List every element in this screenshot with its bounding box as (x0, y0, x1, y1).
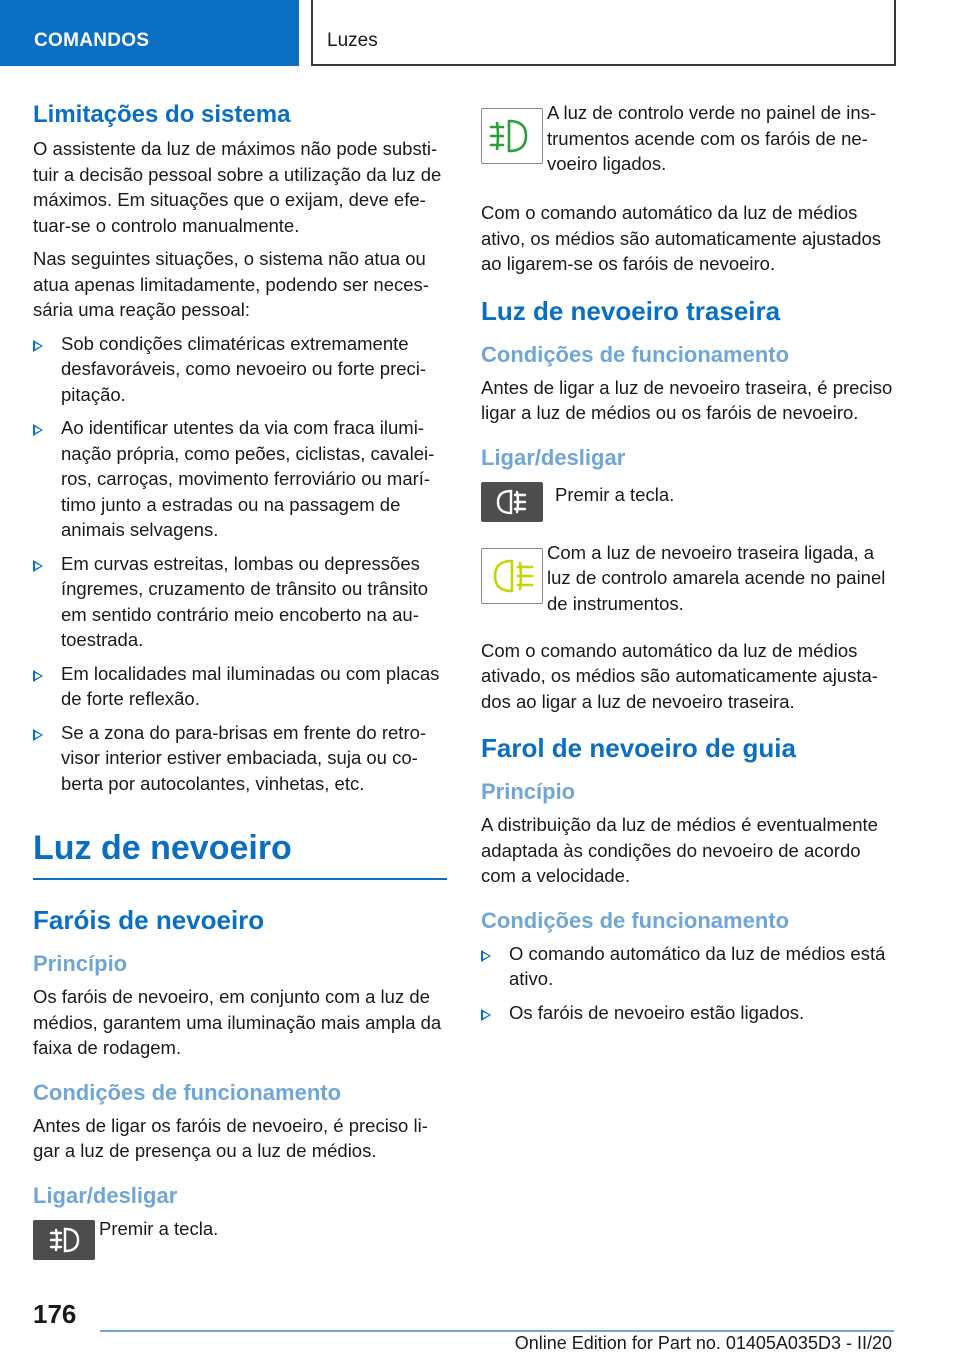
condicoes-heading: Condições de funcionamento (481, 907, 790, 933)
fog-button-row (33, 1216, 447, 1276)
green-indicator-text: A luz de controlo verde no painel de instrumentos acende com os faróis de nevoeiro ligados. (547, 102, 877, 174)
farol-heading: Farol de nevoeiro de guia (481, 733, 796, 763)
principio-paragraph: A distribuição da luz de médios é eventualmente adaptada às condições do nevoeiro de acordo com a velocidade. (481, 814, 878, 886)
limitacoes-paragraph-2: Nas seguintes situações, o sistema não atua ou atua apenas limitadamente, podendo ser necessária uma reação pessoal: (33, 248, 429, 320)
condicoes-heading: Condições de funcionamento (33, 1079, 342, 1105)
principio-paragraph: Os faróis de nevoeiro, em conjunto com a luz de médios, garantem uma iluminação mais ampla da faixa de rodagem. (33, 986, 442, 1058)
chapter-label: Luzes (327, 30, 378, 51)
section-label: COMANDOS (34, 30, 150, 51)
limitacoes-paragraph-1: O assistente da luz de máximos não pode substituir a decisão pessoal sobre a utilização da luz de máximos. Em situações que o exijam, deve efetuar-se o controlo manualmente. (33, 138, 442, 236)
list-item-text: Ao identificar utentes da via com fraca iluminação própria, como peões, ciclistas, cavaleiros, carroças, movimento ferroviário ou marítimo junto a estradas ou na passagem de animais selvagens. (61, 417, 435, 540)
list-item (33, 331, 447, 408)
green-fog-indicator-icon (481, 108, 543, 164)
condicoes-heading: Condições de funcionamento (481, 341, 790, 367)
bullet-triangle-icon (33, 670, 43, 682)
condicoes-list (481, 941, 895, 1026)
auto-paragraph-1: Com o comando automático da luz de médios ativo, os médios são automaticamente ajustados ao ligarem-se os faróis de nevoeiro. (481, 202, 882, 274)
auto-paragraph-2: Com o comando automático da luz de médios ativado, os médios são automaticamente ajustados ao ligar a luz de nevoeiro traseira. (481, 639, 878, 712)
list-item (481, 941, 895, 992)
rear-fog-button-row (481, 482, 895, 532)
footer-divider (100, 1330, 894, 1332)
list-item-text: Se a zona do para-brisas em frente do retrovisor interior estiver embaciada, suja ou coberta por autocolantes, vinhetas, etc. (61, 721, 427, 794)
bullet-triangle-icon (33, 340, 43, 352)
list-item-text: O comando automático da luz de médios está ativo. (509, 942, 886, 989)
limitacoes-heading: Limitações do sistema (33, 101, 291, 128)
condicoes-paragraph: Antes de ligar a luz de nevoeiro traseira, é preciso ligar a luz de médios ou os faróis de nevoeiro. (481, 376, 893, 423)
right-column (481, 100, 895, 1033)
page-number: 176 (33, 1299, 77, 1329)
bullet-triangle-icon (481, 1009, 491, 1021)
bullet-triangle-icon (481, 950, 491, 962)
list-item (33, 661, 447, 712)
list-item-text: Sob condições climatéricas extremamente desfavoráveis, como nevoeiro ou forte precipitação. (61, 332, 427, 405)
list-item (33, 415, 447, 543)
list-item (33, 551, 447, 653)
bullet-triangle-icon (33, 424, 43, 436)
bullet-triangle-icon (33, 560, 43, 572)
chapter-tab (311, 0, 896, 66)
front-fog-light-button-icon (33, 1220, 95, 1260)
rear-fog-light-button-icon (481, 482, 543, 522)
list-item-text: Os faróis de nevoeiro estão ligados. (509, 1001, 805, 1023)
yellow-indicator-text: Com a luz de nevoeiro traseira ligada, a luz de controlo amarela acende no painel de instrumentos. (547, 541, 886, 614)
yellow-fog-indicator-icon (481, 548, 543, 604)
principio-heading: Princípio (33, 951, 128, 976)
green-indicator-row (481, 100, 895, 186)
farois-heading: Faróis de nevoeiro (33, 905, 265, 935)
ligar-heading: Ligar/desligar (481, 444, 626, 470)
list-item (33, 720, 447, 797)
edition-label: Online Edition for Part no. 01405A035D3 - II/20 (514, 1333, 892, 1353)
left-column (33, 100, 447, 1286)
ligar-paragraph: Premir a tecla. (555, 483, 675, 505)
limitacoes-list (33, 331, 447, 797)
ligar-heading: Ligar/desligar (33, 1182, 178, 1208)
list-item (481, 1000, 895, 1026)
yellow-indicator-row (481, 540, 895, 626)
chapter-heading: Luz de nevoeiro (33, 826, 447, 880)
ligar-paragraph: Premir a tecla. (99, 1217, 219, 1239)
principio-heading: Princípio (481, 779, 576, 804)
bullet-triangle-icon (33, 729, 43, 741)
list-item-text: Em curvas estreitas, lombas ou depressões íngremes, cruzamento de trânsito ou trânsito em sentido contrário meio encoberto na autoestrada. (61, 552, 429, 650)
section-tab (0, 0, 299, 66)
list-item-text: Em localidades mal iluminadas ou com placas de forte reflexão. (61, 662, 440, 709)
condicoes-paragraph: Antes de ligar os faróis de nevoeiro, é preciso ligar a luz de presença ou a luz de médios. (33, 1114, 428, 1161)
traseira-heading: Luz de nevoeiro traseira (481, 295, 781, 326)
